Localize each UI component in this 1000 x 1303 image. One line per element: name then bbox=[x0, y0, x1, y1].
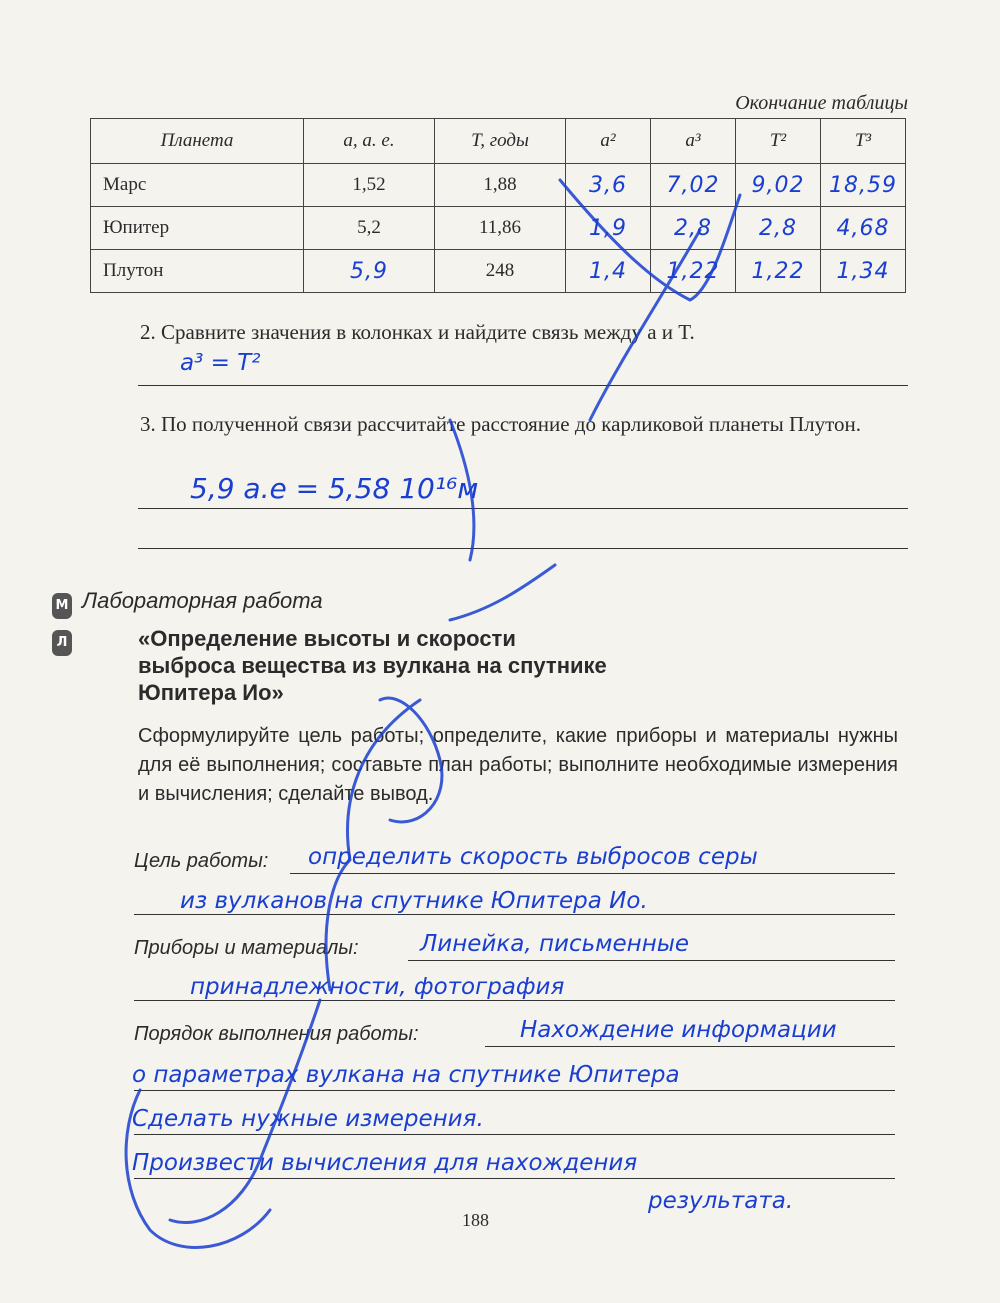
cell-t: 248 bbox=[435, 250, 566, 293]
procedure-label: Порядок выполнения работы: bbox=[134, 1023, 419, 1045]
col-t3: T³ bbox=[821, 119, 906, 164]
cell-a: 5,2 bbox=[304, 207, 435, 250]
lab-tab-m-icon: М bbox=[52, 593, 72, 619]
goal-answer-1: определить скорость выбросов серы bbox=[308, 844, 758, 870]
procedure-answer-5: результата. bbox=[648, 1188, 794, 1214]
question-2: 2. Сравните значения в колонках и найдите связь между a и T. bbox=[140, 320, 695, 344]
cell-t: 11,86 bbox=[435, 207, 566, 250]
cell-t2: 1,22 bbox=[736, 250, 821, 293]
col-a2: a² bbox=[566, 119, 651, 164]
lab-title: «Определение высоты и скорости выброса вещества из вулкана на спутнике Юпитера Ио» bbox=[138, 626, 607, 705]
cell-a2: 1,4 bbox=[566, 250, 651, 293]
col-t2: T² bbox=[736, 119, 821, 164]
materials-answer-1: Линейка, письменные bbox=[420, 931, 690, 957]
cell-a: 1,52 bbox=[304, 164, 435, 207]
col-a: a, а. е. bbox=[304, 119, 435, 164]
question-3-answer: 5,9 а.е = 5,58 10¹⁶м bbox=[190, 472, 479, 505]
lab-instructions: Сформулируйте цель работы; определите, какие приборы и материалы нужны для её выполнения; составьте план работы; выполните необходимые измерения и вычисления; сделайте вывод. bbox=[138, 725, 898, 805]
cell-planet: Плутон bbox=[91, 250, 304, 293]
page-number: 188 bbox=[462, 1210, 489, 1230]
procedure-answer-1: Нахождение информации bbox=[520, 1017, 837, 1043]
cell-planet: Юпитер bbox=[91, 207, 304, 250]
cell-t3: 4,68 bbox=[821, 207, 906, 250]
materials-answer-2: принадлежности, фотография bbox=[190, 974, 565, 1000]
lab-tab-l-icon: Л bbox=[52, 630, 72, 656]
lab-heading: Лабораторная работа bbox=[82, 588, 323, 613]
cell-a3: 2,8 bbox=[651, 207, 736, 250]
cell-t3: 1,34 bbox=[821, 250, 906, 293]
cell-a2: 1,9 bbox=[566, 207, 651, 250]
col-a3: a³ bbox=[651, 119, 736, 164]
col-t: T, годы bbox=[435, 119, 566, 164]
cell-t2: 2,8 bbox=[736, 207, 821, 250]
cell-a3: 7,02 bbox=[651, 164, 736, 207]
procedure-answer-3: Сделать нужные измерения. bbox=[132, 1106, 484, 1132]
goal-answer-2: из вулканов на спутнике Юпитера Ио. bbox=[180, 888, 648, 914]
goal-label: Цель работы: bbox=[134, 850, 269, 872]
question-3: 3. По полученной связи рассчитайте расстояние до карликовой планеты Плутон. bbox=[140, 412, 862, 436]
procedure-answer-2: о параметрах вулкана на спутнике Юпитера bbox=[132, 1062, 680, 1088]
table-continuation-caption: Окончание таблицы bbox=[735, 92, 908, 114]
cell-a: 5,9 bbox=[304, 250, 435, 293]
col-planet: Планета bbox=[91, 119, 304, 164]
cell-t: 1,88 bbox=[435, 164, 566, 207]
procedure-answer-4: Произвести вычисления для нахождения bbox=[132, 1150, 638, 1176]
cell-a3: 1,22 bbox=[651, 250, 736, 293]
question-2-answer: a³ = T² bbox=[180, 350, 261, 376]
cell-t2: 9,02 bbox=[736, 164, 821, 207]
materials-label: Приборы и материалы: bbox=[134, 937, 359, 959]
cell-planet: Марс bbox=[91, 164, 304, 207]
cell-a2: 3,6 bbox=[566, 164, 651, 207]
cell-t3: 18,59 bbox=[821, 164, 906, 207]
